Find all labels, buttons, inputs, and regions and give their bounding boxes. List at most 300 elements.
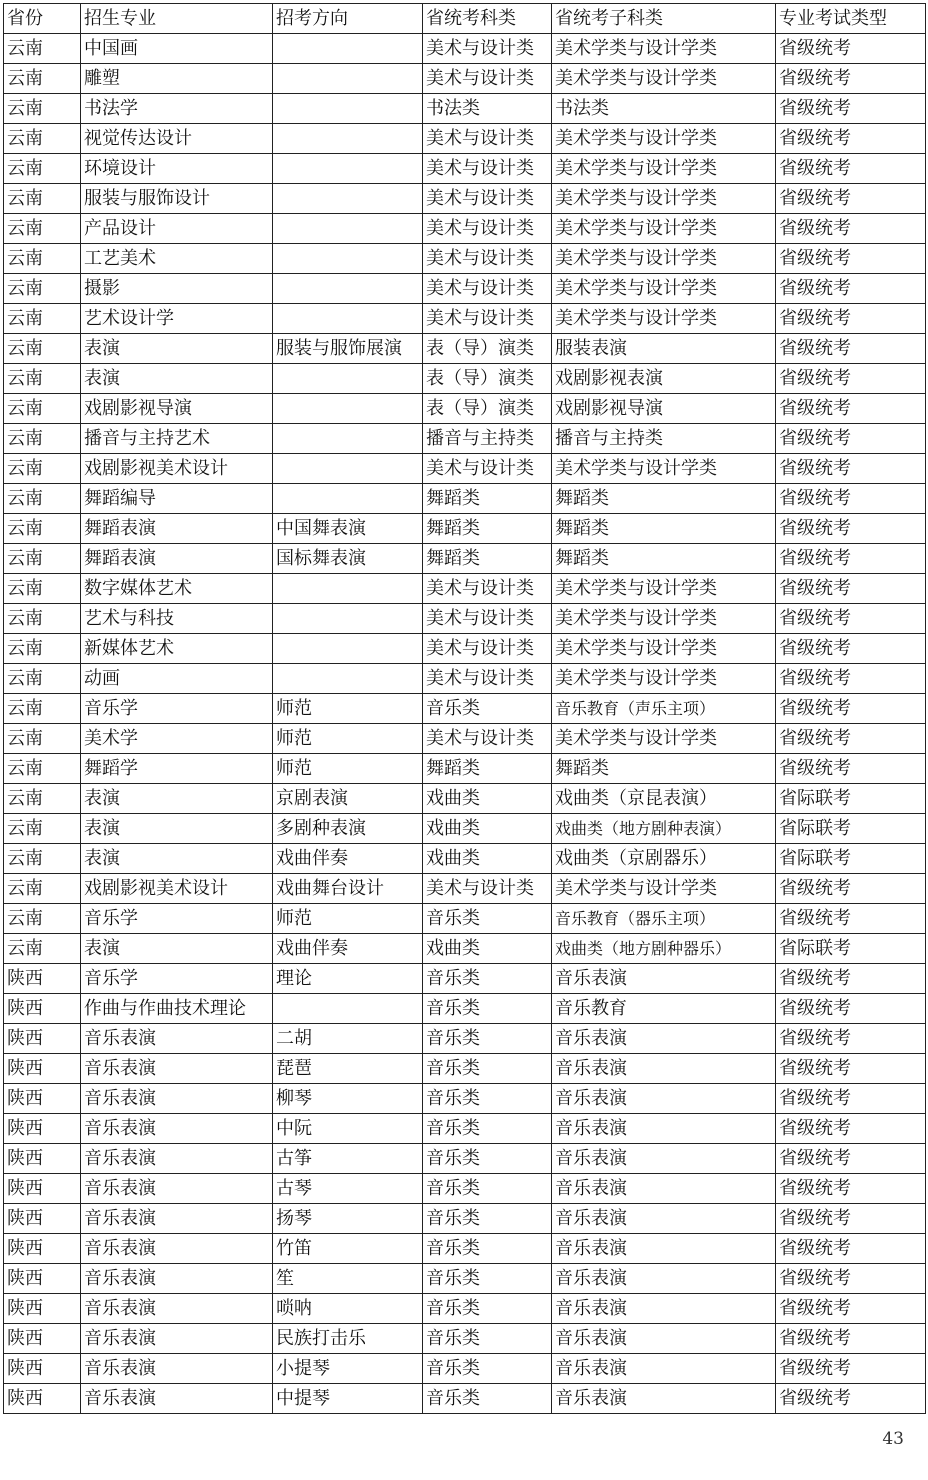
cell-exam-subcategory: 美术学类与设计学类 bbox=[552, 664, 776, 694]
cell-exam-subcategory: 音乐表演 bbox=[552, 1294, 776, 1324]
cell-exam-subcategory: 美术学类与设计学类 bbox=[552, 214, 776, 244]
table-row bbox=[4, 364, 926, 394]
cell-exam-subcategory: 音乐表演 bbox=[552, 1264, 776, 1294]
table-row bbox=[4, 454, 926, 484]
cell-province: 云南 bbox=[4, 934, 81, 964]
header-direction: 招考方向 bbox=[273, 4, 423, 34]
cell-direction: 中国舞表演 bbox=[273, 514, 423, 544]
cell-province: 云南 bbox=[4, 184, 81, 214]
table-row bbox=[4, 484, 926, 514]
cell-exam-type: 省级统考 bbox=[776, 1024, 926, 1054]
table-row bbox=[4, 1204, 926, 1234]
header-exam-type: 专业考试类型 bbox=[776, 4, 926, 34]
cell-major: 工艺美术 bbox=[81, 244, 273, 274]
table-row bbox=[4, 964, 926, 994]
cell-direction: 京剧表演 bbox=[273, 784, 423, 814]
cell-exam-type: 省级统考 bbox=[776, 304, 926, 334]
cell-province: 云南 bbox=[4, 34, 81, 64]
cell-exam-category: 音乐类 bbox=[423, 1354, 552, 1384]
cell-exam-subcategory: 舞蹈类 bbox=[552, 514, 776, 544]
cell-exam-type: 省级统考 bbox=[776, 64, 926, 94]
cell-exam-type: 省级统考 bbox=[776, 604, 926, 634]
cell-province: 云南 bbox=[4, 664, 81, 694]
table-row bbox=[4, 784, 926, 814]
table-row bbox=[4, 244, 926, 274]
table-row bbox=[4, 184, 926, 214]
cell-exam-subcategory: 音乐表演 bbox=[552, 1204, 776, 1234]
cell-exam-type: 省级统考 bbox=[776, 154, 926, 184]
cell-exam-type: 省际联考 bbox=[776, 784, 926, 814]
cell-exam-category: 美术与设计类 bbox=[423, 304, 552, 334]
cell-direction bbox=[273, 364, 423, 394]
cell-exam-category: 音乐类 bbox=[423, 1204, 552, 1234]
cell-major: 艺术与科技 bbox=[81, 604, 273, 634]
cell-province: 云南 bbox=[4, 304, 81, 334]
cell-exam-type: 省级统考 bbox=[776, 1114, 926, 1144]
cell-province: 云南 bbox=[4, 694, 81, 724]
cell-direction: 古琴 bbox=[273, 1174, 423, 1204]
cell-direction: 小提琴 bbox=[273, 1354, 423, 1384]
cell-direction: 民族打击乐 bbox=[273, 1324, 423, 1354]
cell-exam-category: 音乐类 bbox=[423, 1144, 552, 1174]
cell-exam-type: 省际联考 bbox=[776, 814, 926, 844]
cell-exam-type: 省级统考 bbox=[776, 1234, 926, 1264]
table-row bbox=[4, 514, 926, 544]
header-major: 招生专业 bbox=[81, 4, 273, 34]
cell-exam-category: 舞蹈类 bbox=[423, 514, 552, 544]
cell-exam-type: 省级统考 bbox=[776, 1174, 926, 1204]
cell-major: 舞蹈编导 bbox=[81, 484, 273, 514]
cell-major: 音乐表演 bbox=[81, 1324, 273, 1354]
cell-exam-subcategory: 舞蹈类 bbox=[552, 754, 776, 784]
cell-province: 云南 bbox=[4, 784, 81, 814]
cell-exam-type: 省级统考 bbox=[776, 754, 926, 784]
cell-direction bbox=[273, 124, 423, 154]
cell-direction bbox=[273, 94, 423, 124]
cell-major: 产品设计 bbox=[81, 214, 273, 244]
table-row bbox=[4, 394, 926, 424]
cell-exam-subcategory: 音乐表演 bbox=[552, 1084, 776, 1114]
cell-major: 表演 bbox=[81, 844, 273, 874]
cell-major: 摄影 bbox=[81, 274, 273, 304]
cell-direction: 中阮 bbox=[273, 1114, 423, 1144]
cell-direction: 师范 bbox=[273, 724, 423, 754]
cell-exam-subcategory: 音乐教育（器乐主项） bbox=[552, 904, 776, 934]
cell-exam-category: 美术与设计类 bbox=[423, 634, 552, 664]
cell-exam-type: 省级统考 bbox=[776, 1324, 926, 1354]
cell-province: 云南 bbox=[4, 244, 81, 274]
cell-major: 环境设计 bbox=[81, 154, 273, 184]
cell-exam-category: 音乐类 bbox=[423, 1294, 552, 1324]
cell-exam-category: 戏曲类 bbox=[423, 814, 552, 844]
table-row bbox=[4, 814, 926, 844]
cell-direction bbox=[273, 64, 423, 94]
cell-province: 云南 bbox=[4, 274, 81, 304]
cell-exam-category: 音乐类 bbox=[423, 1054, 552, 1084]
cell-exam-type: 省级统考 bbox=[776, 544, 926, 574]
cell-direction bbox=[273, 604, 423, 634]
admissions-table bbox=[3, 3, 926, 1414]
cell-exam-type: 省级统考 bbox=[776, 124, 926, 154]
cell-exam-category: 戏曲类 bbox=[423, 844, 552, 874]
cell-major: 表演 bbox=[81, 934, 273, 964]
cell-exam-subcategory: 美术学类与设计学类 bbox=[552, 124, 776, 154]
cell-direction: 师范 bbox=[273, 754, 423, 784]
cell-exam-category: 音乐类 bbox=[423, 1264, 552, 1294]
cell-exam-type: 省际联考 bbox=[776, 934, 926, 964]
cell-exam-subcategory: 美术学类与设计学类 bbox=[552, 64, 776, 94]
cell-direction bbox=[273, 484, 423, 514]
table-row bbox=[4, 304, 926, 334]
cell-major: 音乐学 bbox=[81, 694, 273, 724]
table-row bbox=[4, 1264, 926, 1294]
cell-province: 陕西 bbox=[4, 1114, 81, 1144]
cell-exam-subcategory: 美术学类与设计学类 bbox=[552, 304, 776, 334]
cell-province: 陕西 bbox=[4, 1144, 81, 1174]
cell-exam-category: 美术与设计类 bbox=[423, 604, 552, 634]
table-row bbox=[4, 1324, 926, 1354]
cell-major: 表演 bbox=[81, 334, 273, 364]
cell-major: 音乐表演 bbox=[81, 1234, 273, 1264]
cell-direction: 笙 bbox=[273, 1264, 423, 1294]
cell-exam-subcategory: 音乐教育 bbox=[552, 994, 776, 1024]
cell-province: 陕西 bbox=[4, 1174, 81, 1204]
cell-exam-type: 省级统考 bbox=[776, 694, 926, 724]
cell-exam-category: 音乐类 bbox=[423, 1114, 552, 1144]
cell-direction bbox=[273, 154, 423, 184]
cell-exam-type: 省级统考 bbox=[776, 514, 926, 544]
cell-exam-subcategory: 美术学类与设计学类 bbox=[552, 34, 776, 64]
table-row bbox=[4, 724, 926, 754]
cell-direction bbox=[273, 244, 423, 274]
cell-major: 作曲与作曲技术理论 bbox=[81, 994, 273, 1024]
cell-exam-category: 舞蹈类 bbox=[423, 484, 552, 514]
cell-province: 云南 bbox=[4, 754, 81, 784]
cell-exam-category: 美术与设计类 bbox=[423, 34, 552, 64]
cell-province: 陕西 bbox=[4, 1264, 81, 1294]
table-row bbox=[4, 64, 926, 94]
cell-province: 云南 bbox=[4, 574, 81, 604]
cell-major: 表演 bbox=[81, 814, 273, 844]
cell-exam-subcategory: 美术学类与设计学类 bbox=[552, 574, 776, 604]
cell-exam-subcategory: 音乐表演 bbox=[552, 1354, 776, 1384]
cell-exam-subcategory: 音乐表演 bbox=[552, 1114, 776, 1144]
cell-direction: 中提琴 bbox=[273, 1384, 423, 1414]
cell-province: 陕西 bbox=[4, 1054, 81, 1084]
cell-major: 音乐表演 bbox=[81, 1144, 273, 1174]
cell-exam-category: 美术与设计类 bbox=[423, 244, 552, 274]
table-row bbox=[4, 1294, 926, 1324]
cell-exam-category: 美术与设计类 bbox=[423, 184, 552, 214]
cell-province: 云南 bbox=[4, 544, 81, 574]
cell-direction: 二胡 bbox=[273, 1024, 423, 1054]
cell-exam-category: 音乐类 bbox=[423, 1234, 552, 1264]
cell-exam-category: 播音与主持类 bbox=[423, 424, 552, 454]
cell-province: 陕西 bbox=[4, 994, 81, 1024]
cell-exam-type: 省级统考 bbox=[776, 574, 926, 604]
cell-exam-category: 舞蹈类 bbox=[423, 754, 552, 784]
header-exam-subcategory: 省统考子科类 bbox=[552, 4, 776, 34]
cell-exam-type: 省级统考 bbox=[776, 1204, 926, 1234]
cell-major: 舞蹈表演 bbox=[81, 514, 273, 544]
cell-exam-subcategory: 美术学类与设计学类 bbox=[552, 604, 776, 634]
cell-province: 云南 bbox=[4, 94, 81, 124]
cell-major: 音乐表演 bbox=[81, 1264, 273, 1294]
cell-province: 云南 bbox=[4, 124, 81, 154]
table-row bbox=[4, 94, 926, 124]
cell-major: 舞蹈学 bbox=[81, 754, 273, 784]
table-row bbox=[4, 1114, 926, 1144]
cell-exam-subcategory: 戏曲类（地方剧种器乐） bbox=[552, 934, 776, 964]
cell-major: 音乐表演 bbox=[81, 1084, 273, 1114]
cell-direction bbox=[273, 184, 423, 214]
cell-exam-category: 音乐类 bbox=[423, 1324, 552, 1354]
cell-exam-category: 美术与设计类 bbox=[423, 64, 552, 94]
cell-exam-subcategory: 戏曲类（京剧器乐） bbox=[552, 844, 776, 874]
cell-exam-category: 音乐类 bbox=[423, 1174, 552, 1204]
cell-province: 陕西 bbox=[4, 964, 81, 994]
cell-exam-category: 音乐类 bbox=[423, 1384, 552, 1414]
cell-exam-subcategory: 美术学类与设计学类 bbox=[552, 154, 776, 184]
table-row bbox=[4, 1354, 926, 1384]
table-row bbox=[4, 274, 926, 304]
cell-direction: 多剧种表演 bbox=[273, 814, 423, 844]
page-number: 43 bbox=[882, 1429, 904, 1449]
cell-direction: 扬琴 bbox=[273, 1204, 423, 1234]
cell-province: 陕西 bbox=[4, 1234, 81, 1264]
cell-direction: 理论 bbox=[273, 964, 423, 994]
table-row bbox=[4, 604, 926, 634]
cell-exam-category: 表（导）演类 bbox=[423, 364, 552, 394]
cell-exam-category: 表（导）演类 bbox=[423, 334, 552, 364]
cell-direction: 服装与服饰展演 bbox=[273, 334, 423, 364]
cell-exam-type: 省级统考 bbox=[776, 214, 926, 244]
cell-major: 雕塑 bbox=[81, 64, 273, 94]
cell-exam-subcategory: 音乐表演 bbox=[552, 1384, 776, 1414]
cell-direction: 唢呐 bbox=[273, 1294, 423, 1324]
cell-direction bbox=[273, 454, 423, 484]
cell-province: 云南 bbox=[4, 334, 81, 364]
cell-exam-type: 省级统考 bbox=[776, 1084, 926, 1114]
table-row bbox=[4, 124, 926, 154]
cell-exam-category: 美术与设计类 bbox=[423, 124, 552, 154]
cell-province: 云南 bbox=[4, 874, 81, 904]
cell-exam-subcategory: 音乐教育（声乐主项） bbox=[552, 694, 776, 724]
cell-exam-subcategory: 舞蹈类 bbox=[552, 484, 776, 514]
cell-exam-type: 省级统考 bbox=[776, 994, 926, 1024]
cell-exam-type: 省级统考 bbox=[776, 244, 926, 274]
cell-major: 视觉传达设计 bbox=[81, 124, 273, 154]
cell-exam-type: 省级统考 bbox=[776, 1144, 926, 1174]
cell-direction: 戏曲伴奏 bbox=[273, 844, 423, 874]
cell-province: 云南 bbox=[4, 424, 81, 454]
cell-exam-subcategory: 戏剧影视导演 bbox=[552, 394, 776, 424]
cell-major: 音乐学 bbox=[81, 904, 273, 934]
cell-province: 陕西 bbox=[4, 1294, 81, 1324]
cell-major: 美术学 bbox=[81, 724, 273, 754]
cell-province: 云南 bbox=[4, 724, 81, 754]
cell-direction: 戏曲伴奏 bbox=[273, 934, 423, 964]
cell-province: 云南 bbox=[4, 214, 81, 244]
cell-province: 云南 bbox=[4, 364, 81, 394]
cell-exam-category: 音乐类 bbox=[423, 994, 552, 1024]
table-header-row bbox=[4, 4, 926, 34]
cell-exam-category: 音乐类 bbox=[423, 904, 552, 934]
cell-direction bbox=[273, 994, 423, 1024]
table-row bbox=[4, 154, 926, 184]
cell-direction bbox=[273, 214, 423, 244]
table-row bbox=[4, 424, 926, 454]
cell-direction: 师范 bbox=[273, 904, 423, 934]
cell-exam-type: 省级统考 bbox=[776, 874, 926, 904]
cell-exam-category: 美术与设计类 bbox=[423, 874, 552, 904]
table-row bbox=[4, 574, 926, 604]
table-row bbox=[4, 1084, 926, 1114]
cell-exam-type: 省级统考 bbox=[776, 334, 926, 364]
table-row bbox=[4, 1024, 926, 1054]
cell-direction: 师范 bbox=[273, 694, 423, 724]
cell-exam-subcategory: 美术学类与设计学类 bbox=[552, 874, 776, 904]
table-row bbox=[4, 994, 926, 1024]
cell-exam-type: 省级统考 bbox=[776, 484, 926, 514]
table-row bbox=[4, 34, 926, 64]
cell-exam-subcategory: 播音与主持类 bbox=[552, 424, 776, 454]
cell-major: 艺术设计学 bbox=[81, 304, 273, 334]
table-row bbox=[4, 1234, 926, 1264]
cell-direction bbox=[273, 304, 423, 334]
cell-exam-type: 省级统考 bbox=[776, 1264, 926, 1294]
cell-province: 云南 bbox=[4, 484, 81, 514]
cell-direction bbox=[273, 634, 423, 664]
cell-major: 音乐表演 bbox=[81, 1114, 273, 1144]
cell-exam-subcategory: 美术学类与设计学类 bbox=[552, 724, 776, 754]
cell-exam-subcategory: 戏曲类（地方剧种表演） bbox=[552, 814, 776, 844]
cell-exam-category: 戏曲类 bbox=[423, 784, 552, 814]
cell-major: 音乐表演 bbox=[81, 1174, 273, 1204]
cell-major: 音乐表演 bbox=[81, 1204, 273, 1234]
cell-direction: 国标舞表演 bbox=[273, 544, 423, 574]
cell-exam-subcategory: 戏剧影视表演 bbox=[552, 364, 776, 394]
cell-exam-type: 省级统考 bbox=[776, 964, 926, 994]
cell-exam-subcategory: 音乐表演 bbox=[552, 1024, 776, 1054]
cell-exam-subcategory: 舞蹈类 bbox=[552, 544, 776, 574]
cell-province: 陕西 bbox=[4, 1204, 81, 1234]
cell-exam-subcategory: 书法类 bbox=[552, 94, 776, 124]
cell-province: 陕西 bbox=[4, 1354, 81, 1384]
header-exam-category: 省统考科类 bbox=[423, 4, 552, 34]
cell-exam-type: 省级统考 bbox=[776, 904, 926, 934]
cell-exam-subcategory: 服装表演 bbox=[552, 334, 776, 364]
table-row bbox=[4, 1174, 926, 1204]
cell-major: 音乐表演 bbox=[81, 1054, 273, 1084]
table-row bbox=[4, 1054, 926, 1084]
cell-exam-type: 省级统考 bbox=[776, 1294, 926, 1324]
cell-major: 音乐学 bbox=[81, 964, 273, 994]
table-row bbox=[4, 874, 926, 904]
cell-province: 陕西 bbox=[4, 1324, 81, 1354]
cell-major: 音乐表演 bbox=[81, 1354, 273, 1384]
cell-exam-type: 省级统考 bbox=[776, 184, 926, 214]
cell-exam-category: 舞蹈类 bbox=[423, 544, 552, 574]
cell-major: 表演 bbox=[81, 784, 273, 814]
table-row bbox=[4, 844, 926, 874]
cell-province: 云南 bbox=[4, 634, 81, 664]
cell-province: 云南 bbox=[4, 604, 81, 634]
cell-exam-category: 戏曲类 bbox=[423, 934, 552, 964]
table-row bbox=[4, 214, 926, 244]
cell-province: 云南 bbox=[4, 454, 81, 484]
cell-direction bbox=[273, 574, 423, 604]
table-row bbox=[4, 664, 926, 694]
cell-direction bbox=[273, 664, 423, 694]
cell-province: 陕西 bbox=[4, 1024, 81, 1054]
table-row bbox=[4, 904, 926, 934]
header-province: 省份 bbox=[4, 4, 81, 34]
cell-exam-subcategory: 音乐表演 bbox=[552, 1144, 776, 1174]
cell-province: 云南 bbox=[4, 844, 81, 874]
cell-exam-subcategory: 美术学类与设计学类 bbox=[552, 454, 776, 484]
table-body bbox=[4, 34, 926, 1414]
cell-exam-category: 音乐类 bbox=[423, 694, 552, 724]
cell-major: 戏剧影视导演 bbox=[81, 394, 273, 424]
cell-direction: 戏曲舞台设计 bbox=[273, 874, 423, 904]
cell-major: 播音与主持艺术 bbox=[81, 424, 273, 454]
cell-exam-type: 省级统考 bbox=[776, 364, 926, 394]
cell-direction bbox=[273, 274, 423, 304]
cell-major: 新媒体艺术 bbox=[81, 634, 273, 664]
cell-province: 云南 bbox=[4, 154, 81, 184]
cell-province: 云南 bbox=[4, 394, 81, 424]
cell-exam-type: 省际联考 bbox=[776, 844, 926, 874]
cell-province: 陕西 bbox=[4, 1384, 81, 1414]
cell-exam-subcategory: 美术学类与设计学类 bbox=[552, 184, 776, 214]
cell-major: 音乐表演 bbox=[81, 1384, 273, 1414]
cell-exam-subcategory: 音乐表演 bbox=[552, 964, 776, 994]
cell-exam-category: 美术与设计类 bbox=[423, 214, 552, 244]
cell-exam-category: 音乐类 bbox=[423, 964, 552, 994]
cell-province: 云南 bbox=[4, 514, 81, 544]
cell-direction: 琵琶 bbox=[273, 1054, 423, 1084]
cell-exam-subcategory: 美术学类与设计学类 bbox=[552, 244, 776, 274]
cell-exam-category: 音乐类 bbox=[423, 1024, 552, 1054]
cell-province: 云南 bbox=[4, 64, 81, 94]
cell-direction bbox=[273, 394, 423, 424]
cell-exam-category: 音乐类 bbox=[423, 1084, 552, 1114]
cell-major: 音乐表演 bbox=[81, 1294, 273, 1324]
cell-exam-subcategory: 音乐表演 bbox=[552, 1174, 776, 1204]
cell-exam-type: 省级统考 bbox=[776, 634, 926, 664]
cell-exam-category: 美术与设计类 bbox=[423, 724, 552, 754]
cell-major: 数字媒体艺术 bbox=[81, 574, 273, 604]
table-row bbox=[4, 1144, 926, 1174]
cell-exam-type: 省级统考 bbox=[776, 94, 926, 124]
cell-exam-type: 省级统考 bbox=[776, 1384, 926, 1414]
cell-major: 戏剧影视美术设计 bbox=[81, 454, 273, 484]
cell-province: 陕西 bbox=[4, 1084, 81, 1114]
cell-exam-category: 书法类 bbox=[423, 94, 552, 124]
cell-direction bbox=[273, 34, 423, 64]
cell-province: 云南 bbox=[4, 814, 81, 844]
cell-major: 戏剧影视美术设计 bbox=[81, 874, 273, 904]
table-row bbox=[4, 754, 926, 784]
cell-exam-category: 美术与设计类 bbox=[423, 664, 552, 694]
cell-exam-type: 省级统考 bbox=[776, 394, 926, 424]
cell-major: 表演 bbox=[81, 364, 273, 394]
cell-exam-type: 省级统考 bbox=[776, 1054, 926, 1084]
cell-exam-type: 省级统考 bbox=[776, 1354, 926, 1384]
cell-major: 书法学 bbox=[81, 94, 273, 124]
table-row bbox=[4, 694, 926, 724]
